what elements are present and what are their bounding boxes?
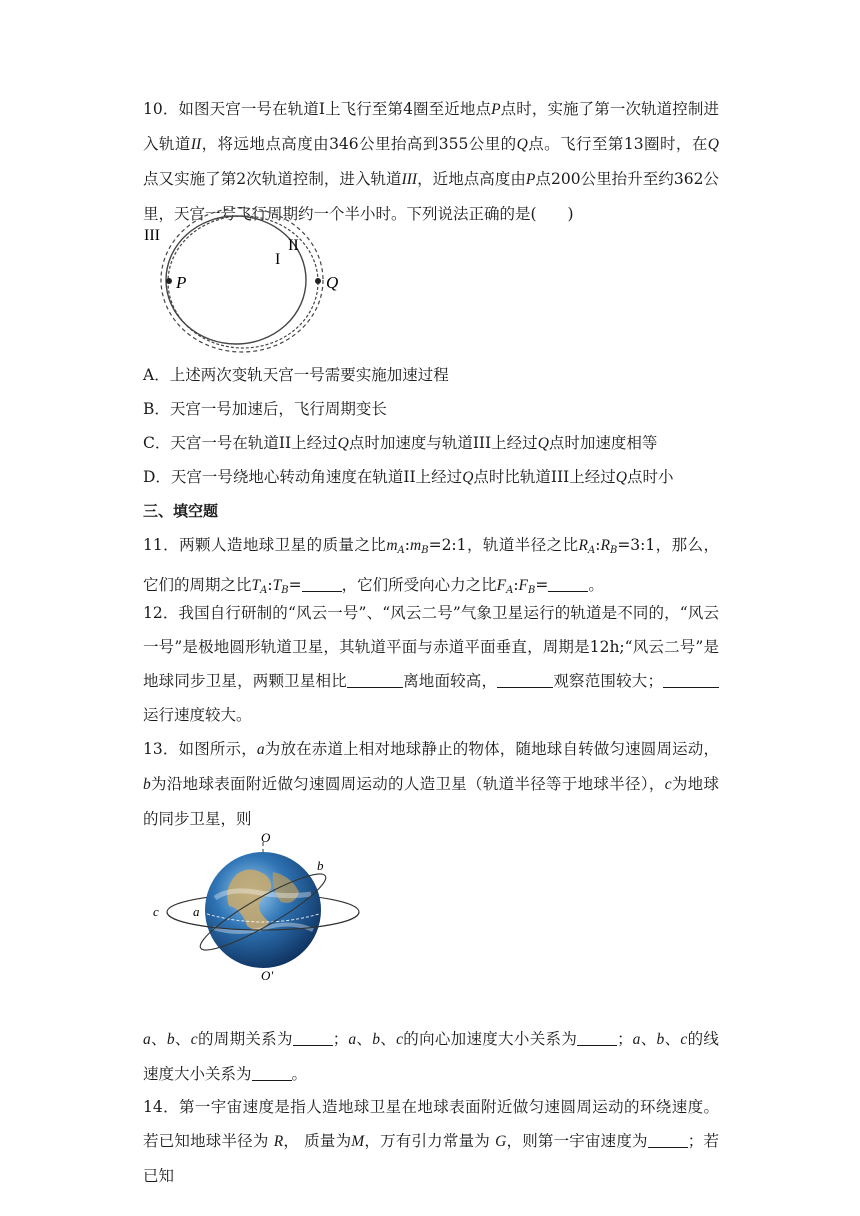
- earth-diagram: [145, 828, 365, 988]
- label-Q: Q: [326, 273, 339, 292]
- label-I: I: [275, 251, 281, 268]
- option-B[interactable]: B．天宫一号加速后，飞行周期变长: [143, 400, 387, 418]
- answer-blank[interactable]: [293, 1029, 333, 1046]
- option-C[interactable]: C．天宫一号在轨道II上经过Q点时加速度与轨道III上经过Q点时加速度相等: [143, 434, 658, 452]
- question-13-answers: a、b、c的周期关系为 ；a、b、c的向心加速度大小关系为 ；a、b、c的线速度大小关系为 。: [143, 1030, 719, 1083]
- option-D[interactable]: D．天宫一号绕地心转动角速度在轨道II上经过Q点时比轨道III上经过Q点时小: [143, 468, 674, 486]
- label-P: P: [176, 273, 187, 292]
- answer-blank[interactable]: [648, 1131, 688, 1148]
- question-11: 11．两颗人造地球卫星的质量之比$m_A:m_B=2:1$，轨道半径之比$R_A:R_B=3:1$，那么，它们的周期之比$T_A:T_B=$ ，它们所受向心力之比$F_A:F_B=$ 。: [143, 536, 720, 596]
- answer-blank[interactable]: [302, 575, 342, 592]
- answer-blank[interactable]: [663, 671, 719, 688]
- question-10-stem: 10．如图天宫一号在轨道I上飞行至第4圈至近地点P点时，实施了第一次轨道控制进入轨道II，将远地点高度由346公里抬高到355公里的Q点。飞行至第13圈时，在Q点又实施了第2次轨道控制，进入轨道III，近地点高度由P点200公里抬升至约362公里，天宫一号飞行周期约一个半小时。下列说法正确的是( ): [143, 100, 719, 223]
- question-13-stem: 13．如图所示，a为放在赤道上相对地球静止的物体，随地球自转做匀速圆周运动，b为沿地球表面附近做匀速圆周运动的人造卫星（轨道半径等于地球半径），c为地球的同步卫星，则: [143, 740, 719, 828]
- orbit-I: [166, 216, 306, 344]
- label-c: c: [153, 904, 159, 919]
- label-III: III: [144, 227, 160, 244]
- label-O: O: [261, 830, 271, 845]
- label-a: a: [193, 904, 200, 919]
- label-II: II: [288, 237, 299, 254]
- section-heading: 三、填空题: [143, 502, 219, 520]
- answer-blank[interactable]: [347, 671, 403, 688]
- orbit-diagram: [140, 200, 360, 360]
- answer-blank[interactable]: [577, 1029, 617, 1046]
- label-O-prime: O': [261, 968, 274, 983]
- question-12: 12．我国自行研制的“风云一号”、“风云二号”气象卫星运行的轨道是不同的，“风云一号”是极地圆形轨道卫星，其轨道平面与赤道平面垂直，周期是12h;“风云二号”是地球同步卫星，两颗卫星相比 离地面较高， 观察范围较大；运行速度较大。: [143, 604, 719, 724]
- point-P: [166, 278, 172, 284]
- label-b: b: [317, 858, 324, 873]
- answer-blank[interactable]: [548, 575, 588, 592]
- option-A[interactable]: A．上述两次变轨天宫一号需要实施加速过程: [143, 366, 449, 384]
- answer-blank[interactable]: [252, 1064, 292, 1081]
- point-Q: [315, 278, 321, 284]
- earth-globe: [205, 852, 321, 968]
- question-14: 14．第一宇宙速度是指人造地球卫星在地球表面附近做匀速圆周运动的环绕速度。若已知地球半径为 R， 质量为M，万有引力常量为 G，则第一宇宙速度为 ；若已知: [143, 1098, 719, 1185]
- answer-blank[interactable]: [497, 671, 553, 688]
